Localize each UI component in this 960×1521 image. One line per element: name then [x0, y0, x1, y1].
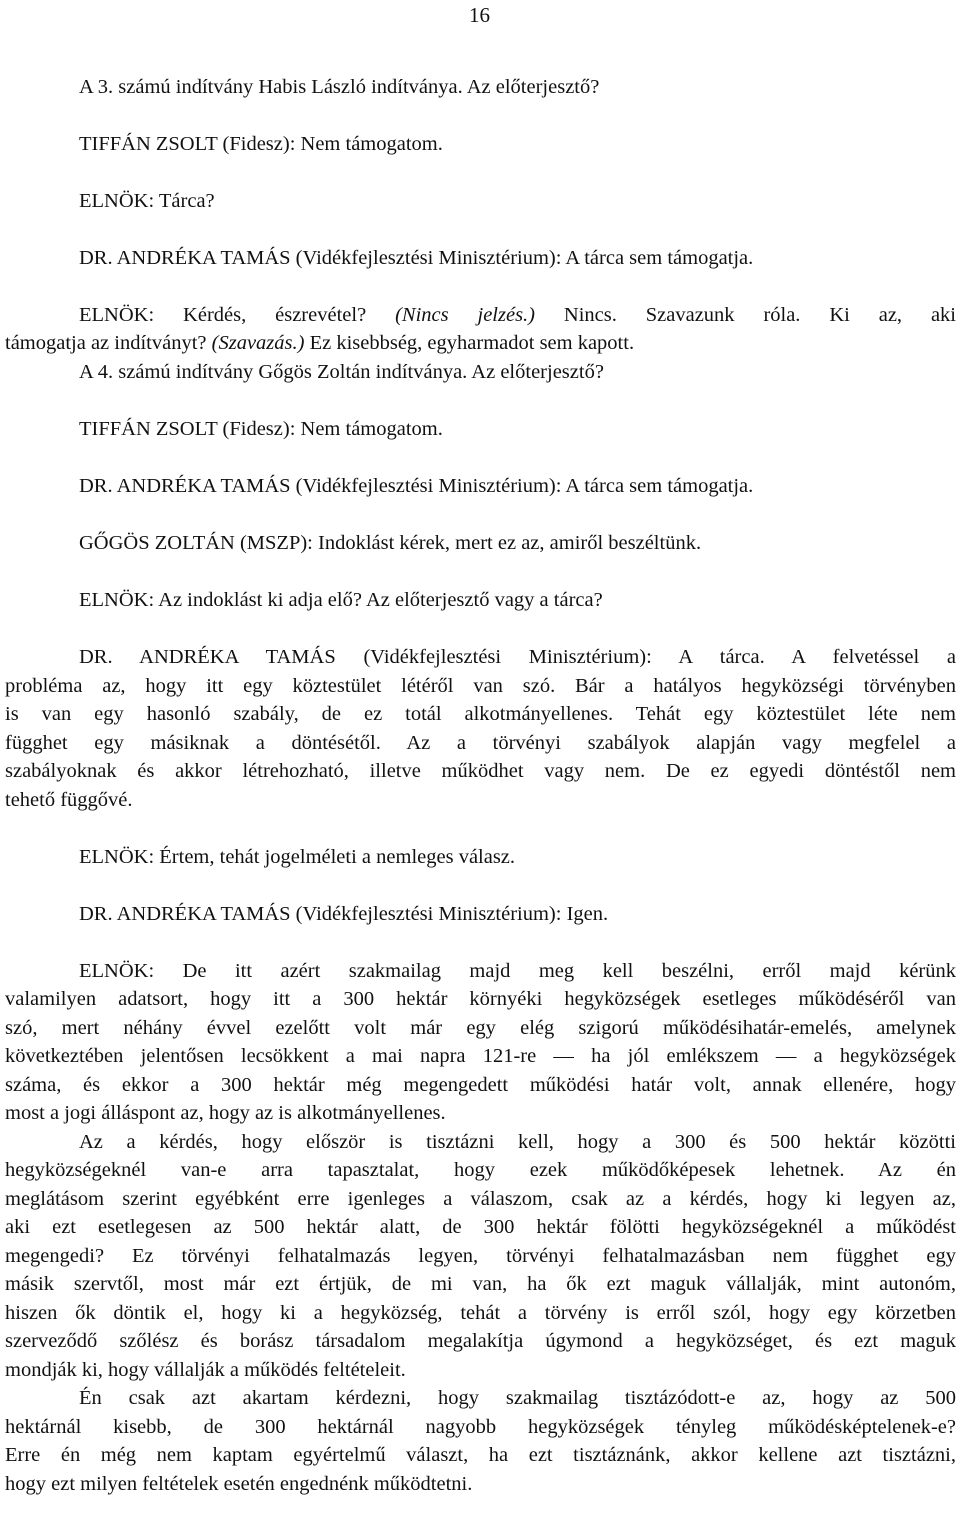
- text-line: megengedi? Ez törvényi felhatalmazás legyen, törvényi felhatalmazásban nem függhet egy: [5, 1245, 956, 1267]
- text-line: hiszen ők döntik el, hogy ki a hegyközség, tehát a törvény is erről szól, hogy egy körzetben: [5, 1302, 956, 1324]
- text-line: hegyközségeknél van-e arra tapasztalat, hogy ezek működőképesek lehetnek. Az én: [5, 1159, 956, 1181]
- speaker-text: Ez kisebbség, egyharmadot sem kapott.: [304, 332, 635, 354]
- text-line: másik szervtől, most már ezt értjük, de mi van, ha ők ezt maguk vállalják, mint autonóm,: [5, 1273, 956, 1295]
- text-line: hogy ezt milyen feltételek esetén engednénk működtetni.: [5, 1473, 473, 1495]
- text-line: A 3. számú indítvány Habis László indítványa. Az előterjesztő?: [79, 76, 600, 98]
- text-line: ELNÖK: Tárca?: [79, 190, 215, 212]
- text-line: ELNÖK: De itt azért szakmailag majd meg kell beszélni, erről majd kérünk: [79, 960, 956, 982]
- text-line: ELNÖK: Az indoklást ki adja elő? Az előterjesztő vagy a tárca?: [79, 589, 603, 611]
- text-line: száma, és ekkor a 300 hektár még megengedett működési határ volt, annak ellenére, hogy: [5, 1074, 956, 1096]
- text-line: is van egy hasonló szabály, de ez totál alkotmányellenes. Tehát egy köztestület léte nem: [5, 703, 956, 725]
- italic-remark: (Szavazás.): [211, 332, 305, 354]
- text-line: mondják ki, hogy vállalják a működés feltételeit.: [5, 1359, 406, 1381]
- text-line: szerveződő szőlész és borász társadalom megalakítja úgymond a hegyközséget, és ezt maguk: [5, 1330, 956, 1352]
- italic-remark: (Nincs jelzés.): [395, 304, 535, 326]
- text-line: [79, 302, 956, 328]
- speaker-text: Nincs. Szavazunk róla. Ki az, aki: [535, 304, 956, 326]
- text-line: Erre én még nem kaptam egyértelmű választ, ha ezt tisztáznánk, akkor kellene azt tisztázni,: [5, 1444, 956, 1466]
- text-line: TIFFÁN ZSOLT (Fidesz): Nem támogatom.: [79, 133, 443, 155]
- text-line: A 4. számú indítvány Gőgös Zoltán indítványa. Az előterjesztő?: [79, 361, 604, 383]
- text-line: DR. ANDRÉKA TAMÁS (Vidékfejlesztési Minisztérium): Igen.: [79, 903, 609, 925]
- text-line: GŐGÖS ZOLTÁN (MSZP): Indoklást kérek, mert ez az, amiről beszéltünk.: [79, 532, 702, 554]
- text-line: Az a kérdés, hogy először is tisztázni kell, hogy a 300 és 500 hektár közötti: [79, 1131, 956, 1153]
- text-line: következtében jelentősen lecsökkent a mai napra 121-re — ha jól emlékszem — a hegyközségek: [5, 1045, 956, 1067]
- text-line: DR. ANDRÉKA TAMÁS (Vidékfejlesztési Minisztérium): A tárca. A felvetéssel a: [79, 646, 956, 668]
- text-line: szó, mert néhány évvel ezelőtt volt már egy elég szigorú működésihatár-emelés, amelynek: [5, 1017, 956, 1039]
- text-line: DR. ANDRÉKA TAMÁS (Vidékfejlesztési Minisztérium): A tárca sem támogatja.: [79, 475, 754, 497]
- text-line: probléma az, hogy itt egy köztestület létéről van szó. Bár a hatályos hegyközségi törvényben: [5, 675, 956, 697]
- text-line: aki ezt esetlegesen az 500 hektár alatt, de 300 hektár fölötti hegyközségeknél a működést: [5, 1216, 956, 1238]
- text-line: szabályoknak és akkor létrehozható, illetve működhet vagy nem. De ez egyedi döntéstől nem: [5, 760, 956, 782]
- page-number: 16: [469, 3, 490, 27]
- text-line: Én csak azt akartam kérdezni, hogy szakmailag tisztázódott-e az, hogy az 500: [79, 1387, 956, 1409]
- speaker-text: ELNÖK: Kérdés, észrevétel?: [79, 304, 396, 326]
- text-line: tehető függővé.: [5, 789, 133, 811]
- text-line: hektárnál kisebb, de 300 hektárnál nagyobb hegyközségek tényleg működésképtelenek-e?: [5, 1416, 956, 1438]
- text-line: függhet egy másiknak a döntésétől. Az a törvényi szabályok alapján vagy megfelel a: [5, 732, 956, 754]
- text-line: DR. ANDRÉKA TAMÁS (Vidékfejlesztési Minisztérium): A tárca sem támogatja.: [79, 247, 754, 269]
- text-line: valamilyen adatsort, hogy itt a 300 hektár környéki hegyközségek esetleges működéséről van: [5, 988, 956, 1010]
- text-line: meglátásom szerint egyébként erre igenleges a válaszom, csak az a kérdés, hogy ki legyen az,: [5, 1188, 956, 1210]
- text-line: TIFFÁN ZSOLT (Fidesz): Nem támogatom.: [79, 418, 443, 440]
- text-line: ELNÖK: Értem, tehát jogelméleti a nemleges válasz.: [79, 846, 516, 868]
- speaker-text: támogatja az indítványt?: [5, 332, 212, 354]
- text-line: most a jogi álláspont az, hogy az is alkotmányellenes.: [5, 1102, 446, 1124]
- text-line: [5, 330, 956, 356]
